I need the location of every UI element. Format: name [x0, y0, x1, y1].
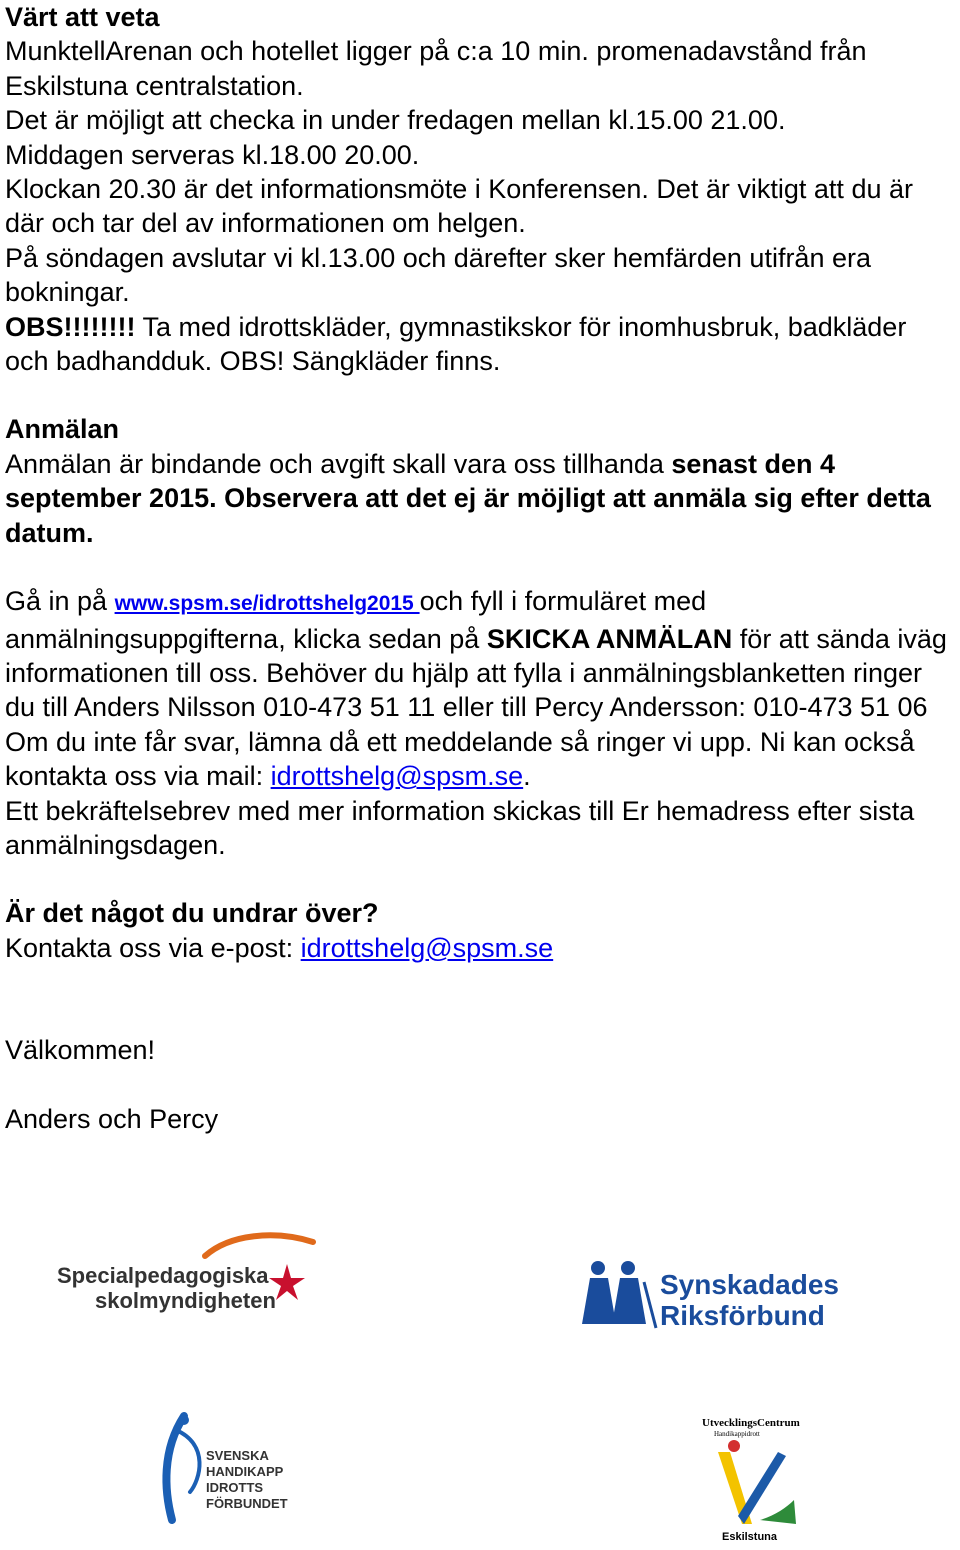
info-location: MunktellArenan och hotellet ligger på c:a 10 min. promenadavstånd från Eskilstuna centralstation. [5, 36, 867, 101]
send-label: SKICKA ANMÄLAN [486, 623, 733, 654]
info-dinner: Middagen serveras kl.18.00 20.00. [5, 139, 420, 170]
uc-subtitle: Handikappidrott [714, 1430, 760, 1438]
spsm-logo [55, 1228, 325, 1318]
registration-reply [5, 725, 957, 794]
registration-url-link[interactable]: www.spsm.se/idrottshelg2015 [114, 592, 420, 616]
utvecklingscentrum-logo [700, 1412, 810, 1548]
uc-title: UtvecklingsCentrum [702, 1417, 800, 1429]
srf-figures-icon [582, 1261, 656, 1328]
obs-label: OBS!!!!!!!! [5, 311, 136, 342]
registration-confirmation: Ett bekräftelsebrev med mer information skickas till Er hemadress efter sista anmälningsdagen. [5, 795, 915, 860]
obs-text: Ta med idrottskläder, gymnastikskor för inomhusbruk, badkläder och badhandduk. OBS! Sängkläder finns. [5, 311, 907, 377]
goto-mid: och fyll i formuläret med anmälningsuppgifterna, klicka sedan på [5, 586, 707, 654]
srf-line2: Riksförbund [660, 1300, 825, 1331]
questions-email-link[interactable]: idrottshelg@spsm.se [300, 932, 554, 963]
shif-line2: HANDIKAPP [206, 1464, 284, 1479]
goto-prefix: Gå in på [5, 586, 115, 617]
srf-logo [580, 1258, 840, 1338]
srf-line1: Synskadades [660, 1269, 839, 1300]
spsm-arc-icon [205, 1235, 313, 1256]
spsm-line1: Specialpedagogiska [57, 1263, 269, 1288]
questions-contact [5, 931, 957, 965]
reply-prefix: Om du inte får svar, lämna då ett meddelande så ringer vi upp. Ni kan också kontakta oss via mail: [5, 726, 915, 792]
contact-prefix: Kontakta oss via e-post: [5, 932, 301, 963]
spsm-line2: skolmyndigheten [95, 1288, 276, 1313]
shif-line1: SVENSKA [206, 1448, 269, 1463]
shif-line3: IDROTTS [206, 1480, 264, 1495]
document-body [5, 0, 957, 1136]
uc-symbol-icon [718, 1440, 796, 1524]
shif-swoosh-icon [166, 1415, 199, 1520]
registration-deadline-bold: senast den 4 september 2015. Observera att det ej är möjligt att anmäla sig efter detta datum. [5, 448, 931, 548]
goto-suffix: för att sända iväg informationen till oss. Behöver du hjälp att fylla i anmälningsblanketten ringer du till Anders Nilsson 010-473 51 11 eller till Percy Andersson: 010-473 51 06 [5, 623, 947, 723]
shif-logo [150, 1410, 290, 1530]
reply-suffix: . [523, 761, 531, 792]
registration-intro: Anmälan är bindande och avgift skall vara oss tillhanda [5, 448, 672, 479]
info-heading: Värt att veta [5, 2, 160, 32]
closing-welcome: Välkommen! [5, 1035, 156, 1066]
info-checkin: Det är möjligt att checka in under fredagen mellan kl.15.00 21.00. [5, 105, 786, 136]
questions-heading: Är det något du undrar över? [5, 898, 379, 929]
registration-heading: Anmälan [5, 414, 120, 445]
closing-signature: Anders och Percy [5, 1103, 219, 1134]
info-meeting: Klockan 20.30 är det informationsmöte i Konferensen. Det är viktigt att du är där och tar del av informationen om helgen. [5, 174, 913, 239]
info-sunday: På söndagen avslutar vi kl.13.00 och därefter sker hemfärden utifrån era bokningar. [5, 242, 871, 308]
info-obs [5, 310, 957, 379]
registration-email-link[interactable]: idrottshelg@spsm.se [270, 761, 524, 792]
registration-instructions [5, 584, 957, 725]
uc-city: Eskilstuna [722, 1531, 778, 1543]
registration-deadline [5, 447, 957, 550]
shif-line4: FÖRBUNDET [206, 1496, 288, 1511]
